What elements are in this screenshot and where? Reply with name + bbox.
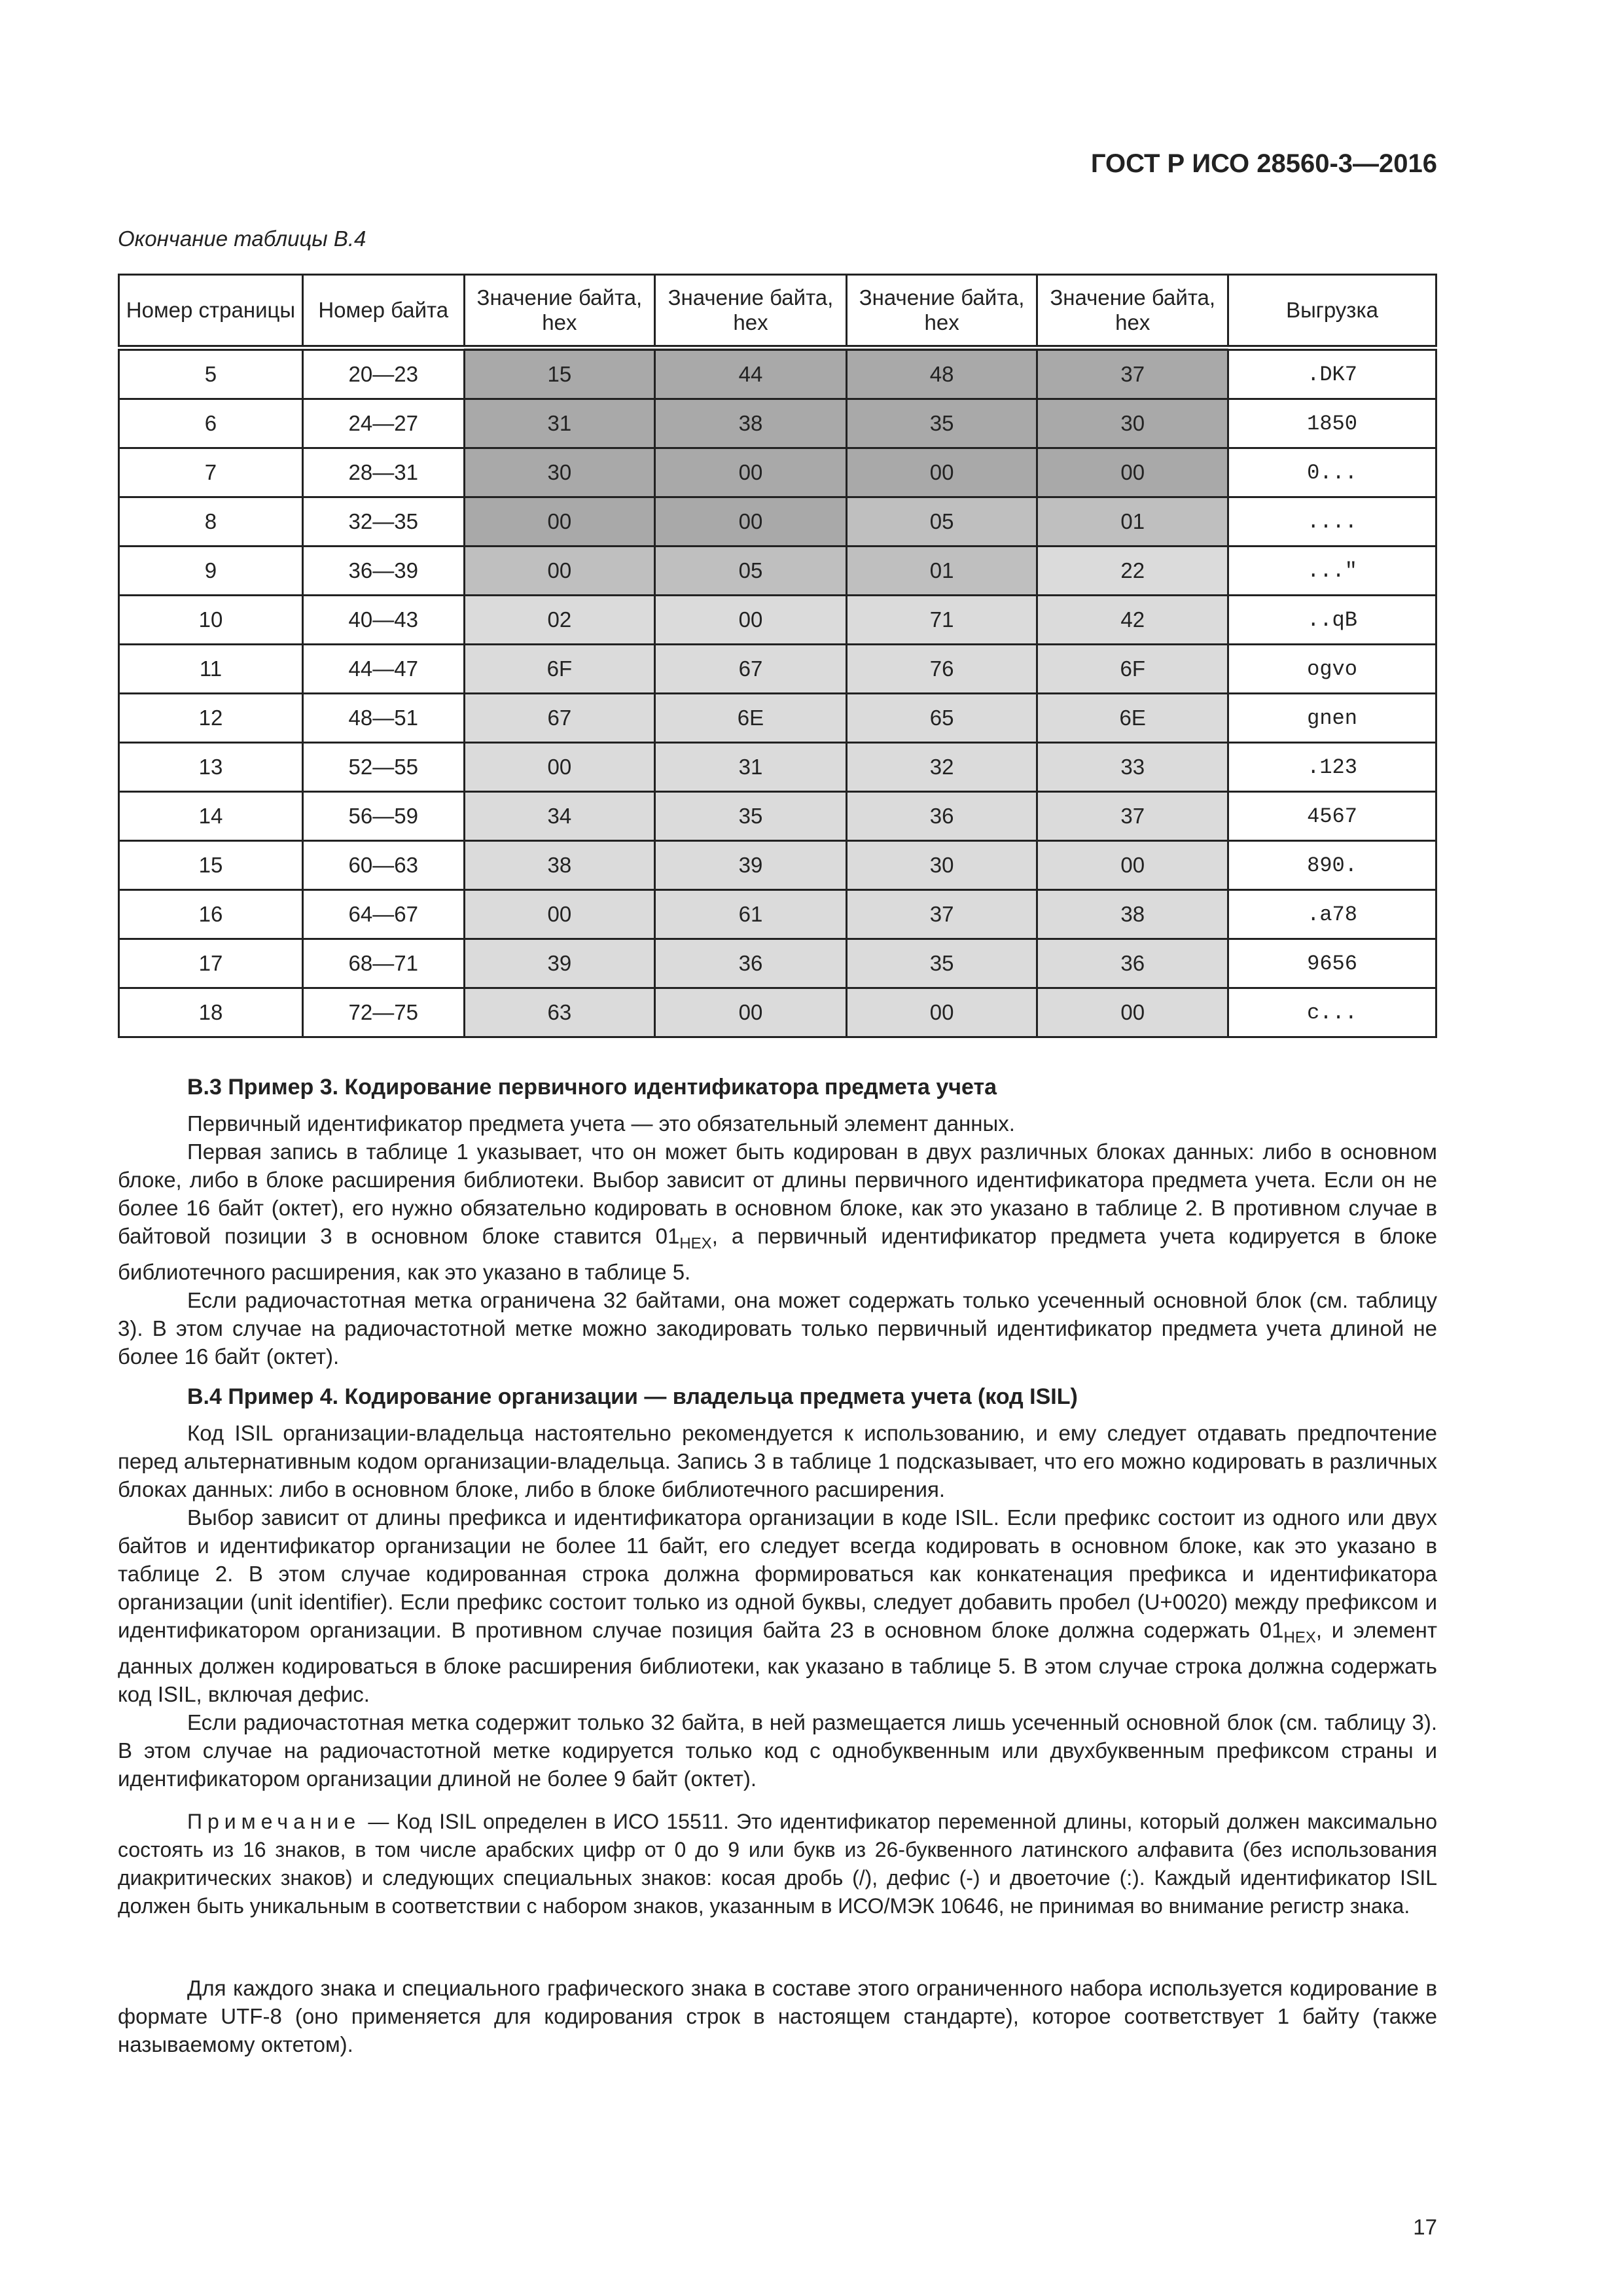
hex-cell: 02	[464, 596, 655, 645]
paragraph	[118, 1503, 1437, 1708]
hex-cell: 31	[655, 743, 847, 792]
hex-cell: 00	[846, 988, 1037, 1037]
table-cell: 8	[119, 497, 303, 547]
hex-cell: 00	[1037, 841, 1228, 890]
hex-cell: 42	[1037, 596, 1228, 645]
hex-cell: 38	[464, 841, 655, 890]
table-cell: 17	[119, 939, 303, 988]
hex-cell: 37	[1037, 792, 1228, 841]
column-header: Значение байта, hex	[846, 275, 1037, 348]
section-heading: В.4 Пример 4. Кодирование организации — владельца предмета учета (код ISIL)	[187, 1384, 1078, 1409]
dump-cell: .a78	[1228, 890, 1436, 939]
hex-cell: 36	[1037, 939, 1228, 988]
dump-cell: ogvo	[1228, 645, 1436, 694]
column-header: Номер байта	[302, 275, 464, 348]
byte-table	[118, 274, 1437, 1038]
dump-cell: 890.	[1228, 841, 1436, 890]
column-header: Значение байта, hex	[655, 275, 847, 348]
hex-cell: 44	[655, 348, 847, 399]
table-cell: 28—31	[302, 448, 464, 497]
table-cell: 10	[119, 596, 303, 645]
table-row	[119, 497, 1436, 547]
table-cell: 56—59	[302, 792, 464, 841]
hex-cell: 63	[464, 988, 655, 1037]
hex-cell: 35	[655, 792, 847, 841]
table-row	[119, 399, 1436, 448]
hex-cell: 6F	[464, 645, 655, 694]
final-paragraph-block	[118, 1974, 1437, 2058]
hex-cell: 35	[846, 399, 1037, 448]
hex-cell: 67	[464, 694, 655, 743]
section-b3	[118, 1073, 1437, 1371]
paragraph: Если радиочастотная метка ограничена 32 байтами, она может содержать только усеченный основной блок (см. таблицу 3). В этом случае на радиочастотной метке можно закодировать только первичный идентификатор предмета учета длиной не более 16 байт (октет).	[118, 1287, 1437, 1369]
hex-cell: 6F	[1037, 645, 1228, 694]
table-row	[119, 988, 1436, 1037]
table-cell: 7	[119, 448, 303, 497]
hex-cell: 00	[655, 988, 847, 1037]
table-cell: 52—55	[302, 743, 464, 792]
hex-cell: 31	[464, 399, 655, 448]
text: Выбор зависит от длины префикса и идентификатора организации в коде ISIL. Если префикс состоит из одного или двух байтов и идентификатор организации не более 11 байт, его следует всегда кодировать в основном блоке, как это указано в таблице 2. В этом случае кодированная строка должна формироваться как конкатенация префикса и идентификатора организации (unit identifier). Если префикс состоит только из одной буквы, следует добавить пробел (U+0020) между префиксом и идентификатором организации. В противном случае позиция байта 23 в основном блоке должна содержать 01	[118, 1505, 1437, 1642]
paragraph: Первичный идентификатор предмета учета — это обязательный элемент данных.	[187, 1111, 1015, 1136]
hex-cell: 30	[846, 841, 1037, 890]
column-header: Номер страницы	[119, 275, 303, 348]
section-heading: В.3 Пример 3. Кодирование первичного идентификатора предмета учета	[187, 1075, 997, 1100]
hex-cell: 39	[464, 939, 655, 988]
dump-cell: 4567	[1228, 792, 1436, 841]
table-row	[119, 841, 1436, 890]
dump-cell: 1850	[1228, 399, 1436, 448]
table-cell: 60—63	[302, 841, 464, 890]
hex-cell: 37	[1037, 348, 1228, 399]
table-row	[119, 890, 1436, 939]
hex-cell: 00	[655, 448, 847, 497]
table-cell: 24—27	[302, 399, 464, 448]
hex-cell: 00	[464, 890, 655, 939]
dump-cell: ....	[1228, 497, 1436, 547]
paragraph: Для каждого знака и специального графического знака в составе этого ограниченного набора используется кодирование в формате UTF-8 (оно применяется для кодирования строк в настоящем стандарте), которое соответствует 1 байту (также называемому октетом).	[118, 1976, 1437, 2056]
hex-cell: 30	[464, 448, 655, 497]
table-row	[119, 694, 1436, 743]
table-caption: Окончание таблицы В.4	[118, 226, 366, 251]
hex-cell: 05	[846, 497, 1037, 547]
hex-cell: 01	[1037, 497, 1228, 547]
hex-cell: 36	[655, 939, 847, 988]
hex-cell: 37	[846, 890, 1037, 939]
hex-cell: 34	[464, 792, 655, 841]
table-cell: 13	[119, 743, 303, 792]
table-row	[119, 645, 1436, 694]
hex-cell: 01	[846, 547, 1037, 596]
table-cell: 72—75	[302, 988, 464, 1037]
dump-cell: 0...	[1228, 448, 1436, 497]
hex-cell: 00	[1037, 988, 1228, 1037]
paragraph: Если радиочастотная метка содержит только 32 байта, в ней размещается лишь усеченный основной блок (см. таблицу 3). В этом случае на радиочастотной метке кодируется только код с однобуквенным или двухбуквенным префиксом страны и идентификатором организации длиной не более 9 байт (октет).	[118, 1710, 1437, 1791]
dump-cell: gnen	[1228, 694, 1436, 743]
table-cell: 20—23	[302, 348, 464, 399]
text: Первая запись в таблице 1 указывает, что он может быть кодирован в двух различных блоках данных: либо в основном блоке, либо в блоке расширения библиотеки. Выбор зависит от длины первичного идентификатора предмета учета. Если он не более 16 байт (октет), его нужно обязательно кодировать в основном блоке, как это указано в таблице 2. В противном случае в байтовой позиции 3 в основном блоке ставится 01	[118, 1139, 1437, 1248]
column-header: Выгрузка	[1228, 275, 1436, 348]
table-row	[119, 547, 1436, 596]
table-row	[119, 939, 1436, 988]
hex-cell: 71	[846, 596, 1037, 645]
table-cell: 48—51	[302, 694, 464, 743]
hex-cell: 38	[655, 399, 847, 448]
hex-cell: 48	[846, 348, 1037, 399]
hex-cell: 67	[655, 645, 847, 694]
table-cell: 16	[119, 890, 303, 939]
note	[118, 1808, 1437, 1920]
note-text: — Код ISIL определен в ИСО 15511. Это идентификатор переменной длины, который должен максимально состоять из 16 знаков, в том числе арабских цифр от 0 до 9 или букв из 26-буквенного латинского алфавита (без использования диакритических знаков) и следующих специальных знаков: косая дробь (/), дефис (-) и двоеточие (:). Каждый идентификатор ISIL должен быть уникальным в соответствии с набором знаков, указанным в ИСО/МЭК 10646, не принимая во внимание регистр знака.	[118, 1810, 1437, 1918]
table-cell: 15	[119, 841, 303, 890]
table-row	[119, 348, 1436, 399]
hex-cell: 00	[846, 448, 1037, 497]
table-cell: 36—39	[302, 547, 464, 596]
table-cell: 5	[119, 348, 303, 399]
hex-cell: 22	[1037, 547, 1228, 596]
hex-cell: 39	[655, 841, 847, 890]
table-cell: 64—67	[302, 890, 464, 939]
dump-cell: .DK7	[1228, 348, 1436, 399]
hex-cell: 00	[1037, 448, 1228, 497]
dump-cell: ..."	[1228, 547, 1436, 596]
hex-cell: 65	[846, 694, 1037, 743]
document-id: ГОСТ Р ИСО 28560-3—2016	[1090, 149, 1437, 178]
hex-cell: 00	[655, 596, 847, 645]
hex-cell: 00	[464, 497, 655, 547]
hex-cell: 36	[846, 792, 1037, 841]
dump-cell: .123	[1228, 743, 1436, 792]
column-header: Значение байта, hex	[464, 275, 655, 348]
hex-cell: 00	[464, 743, 655, 792]
table-cell: 6	[119, 399, 303, 448]
text: , а первичный идентификатор предмета учета кодируется в блоке библиотечного расширения, как это указано в таблице 5.	[118, 1224, 1438, 1284]
table-row	[119, 448, 1436, 497]
note-paragraph	[118, 1808, 1437, 1920]
table-cell: 14	[119, 792, 303, 841]
table-cell: 44—47	[302, 645, 464, 694]
hex-cell: 05	[655, 547, 847, 596]
hex-cell: 35	[846, 939, 1037, 988]
hex-cell: 00	[464, 547, 655, 596]
hex-cell: 32	[846, 743, 1037, 792]
hex-cell: 38	[1037, 890, 1228, 939]
table-cell: 32—35	[302, 497, 464, 547]
subscript: HEX	[1283, 1628, 1316, 1647]
table-cell: 68—71	[302, 939, 464, 988]
section-b4	[118, 1383, 1437, 1793]
hex-cell: 15	[464, 348, 655, 399]
dump-cell: ..qB	[1228, 596, 1436, 645]
dump-cell: c...	[1228, 988, 1436, 1037]
note-label: Примечание	[187, 1810, 361, 1833]
hex-cell: 00	[655, 497, 847, 547]
dump-cell: 9656	[1228, 939, 1436, 988]
column-header: Значение байта, hex	[1037, 275, 1228, 348]
table-cell: 11	[119, 645, 303, 694]
paragraph	[118, 1138, 1437, 1286]
text: , и элемент данных должен кодироваться в блоке расширения библиотеки, как указано в таблице 5. В этом случае строка должна содержать код ISIL, включая дефис.	[118, 1618, 1437, 1706]
table-cell: 9	[119, 547, 303, 596]
hex-cell: 6E	[1037, 694, 1228, 743]
subscript: HEX	[679, 1234, 712, 1253]
hex-cell: 6E	[655, 694, 847, 743]
table-cell: 18	[119, 988, 303, 1037]
hex-cell: 30	[1037, 399, 1228, 448]
hex-cell: 76	[846, 645, 1037, 694]
hex-cell: 33	[1037, 743, 1228, 792]
table-row	[119, 792, 1436, 841]
page-number: 17	[1413, 2215, 1437, 2239]
table-header-row	[119, 275, 1436, 348]
hex-cell: 61	[655, 890, 847, 939]
table-cell: 40—43	[302, 596, 464, 645]
table-row	[119, 743, 1436, 792]
paragraph: Код ISIL организации-владельца настоятельно рекомендуется к использованию, и ему следует отдавать предпочтение перед альтернативным кодом организации-владельца. Запись 3 в таблице 1 подсказывает, что его можно кодировать в различных блоках данных: либо в основном блоке, либо в блоке библиотечного расширения.	[118, 1421, 1437, 1501]
table-cell: 12	[119, 694, 303, 743]
table-row	[119, 596, 1436, 645]
